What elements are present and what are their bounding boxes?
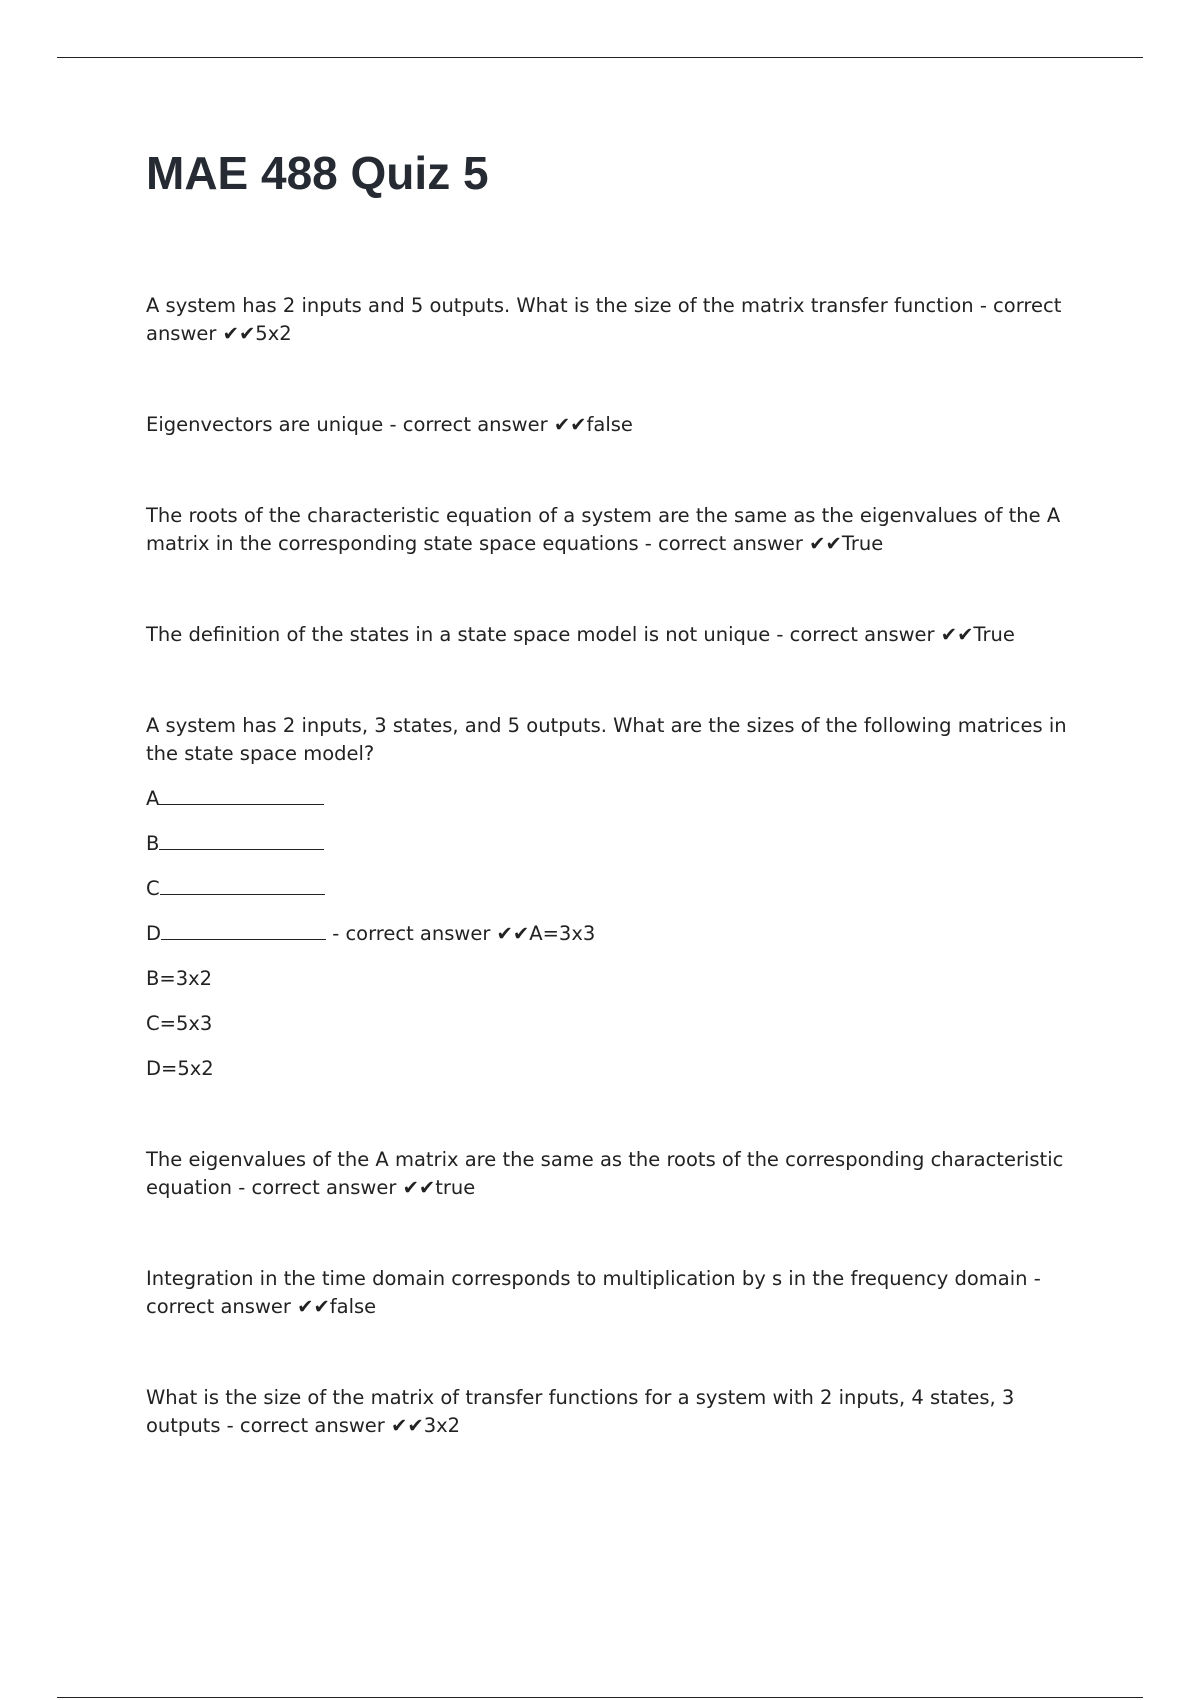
matrix-answer-b: B=3x2 bbox=[146, 967, 213, 990]
qa-text: The eigenvalues of the A matrix are the same as the roots of the corresponding characteristic equation - correct answer ✔✔true bbox=[146, 1148, 1064, 1199]
answer-blank bbox=[161, 921, 326, 940]
blank-label-c: C bbox=[146, 877, 160, 900]
blank-line-d bbox=[146, 920, 1086, 948]
answer-blank bbox=[159, 831, 324, 850]
qa-text: Integration in the time domain corresponds to multiplication by s in the frequency domain - correct answer ✔✔false bbox=[146, 1267, 1041, 1318]
matrix-answer-d: D=5x2 bbox=[146, 1057, 214, 1080]
qa-item bbox=[146, 502, 1086, 558]
answer-blank bbox=[160, 876, 325, 895]
qa-text: Eigenvectors are unique - correct answer ✔✔false bbox=[146, 413, 633, 436]
blank-line-c bbox=[146, 875, 1086, 903]
qa-item bbox=[146, 1265, 1086, 1321]
qa-item bbox=[146, 292, 1086, 348]
qa-item bbox=[146, 1146, 1086, 1202]
qa-text: The definition of the states in a state space model is not unique - correct answer ✔✔True bbox=[146, 623, 1015, 646]
blank-label-b: B bbox=[146, 832, 160, 855]
matrix-answer-a: - correct answer ✔✔A=3x3 bbox=[326, 922, 596, 945]
matrix-question bbox=[146, 712, 1086, 1083]
top-rule bbox=[57, 57, 1143, 58]
qa-text: The roots of the characteristic equation of a system are the same as the eigenvalues of the A matrix in the corresponding state space equations - correct answer ✔✔True bbox=[146, 504, 1061, 555]
quiz-content bbox=[146, 292, 1086, 1440]
qa-item bbox=[146, 1384, 1086, 1440]
qa-item bbox=[146, 411, 1086, 439]
bottom-rule bbox=[57, 1697, 1143, 1698]
matrix-answer-c: C=5x3 bbox=[146, 1012, 213, 1035]
matrix-question-intro: A system has 2 inputs, 3 states, and 5 outputs. What are the sizes of the following matrices in the state space model? bbox=[146, 714, 1067, 765]
blank-label-d: D bbox=[146, 922, 162, 945]
qa-item bbox=[146, 621, 1086, 649]
qa-text: What is the size of the matrix of transfer functions for a system with 2 inputs, 4 states, 3 outputs - correct answer ✔✔3x2 bbox=[146, 1386, 1015, 1437]
blank-label-a: A bbox=[146, 787, 160, 810]
blank-line-a bbox=[146, 785, 1086, 813]
blank-line-b bbox=[146, 830, 1086, 858]
page-title: MAE 488 Quiz 5 bbox=[146, 147, 489, 199]
answer-blank bbox=[159, 786, 324, 805]
qa-text: A system has 2 inputs and 5 outputs. What is the size of the matrix transfer function - correct answer ✔✔5x2 bbox=[146, 294, 1062, 345]
